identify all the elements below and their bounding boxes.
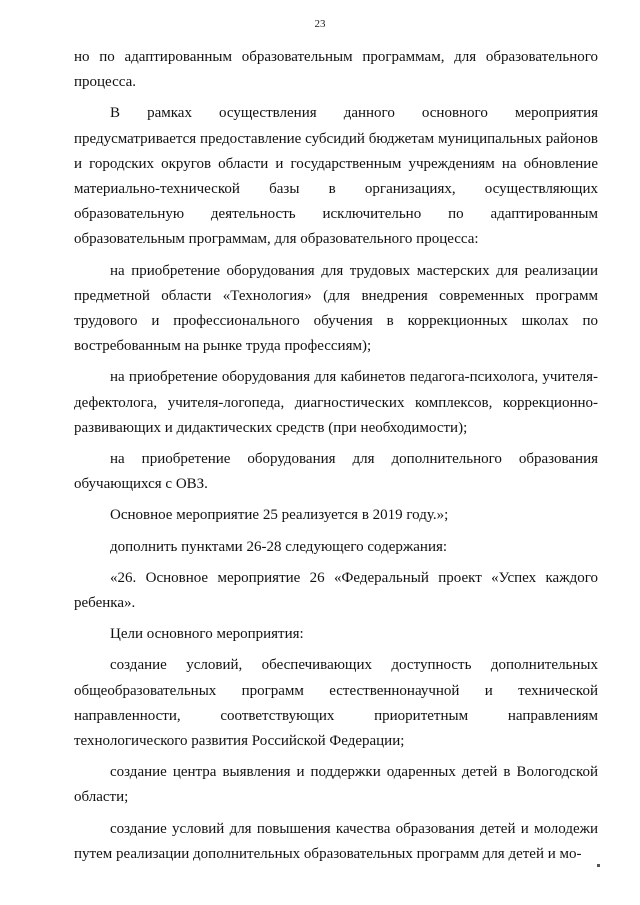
paragraph-subsidies-intro: В рамках осуществления данного основного мероприятия предусматривается предоставление субсидий бюджетам муниципальных районов и городских округов области и государственным учреждениям на обновление материально-технической базы в организациях, осуществляющих образовательную деятельность исключительно по адаптированным образовательным программам, для образовательного процесса: xyxy=(74,105,598,248)
paragraph-continuation: но по адаптированным образовательным программам, для образовательного процесса. xyxy=(74,49,598,91)
document-body xyxy=(74,45,598,867)
paragraph-goals-heading: Цели основного мероприятия: xyxy=(110,626,304,643)
scan-speck xyxy=(597,864,600,867)
paragraph-event-26-title: «26. Основное мероприятие 26 «Федеральный проект «Успех каждого ребенка». xyxy=(74,569,598,612)
paragraph-event-25-year: Основное мероприятие 25 реализуется в 2019 году.»; xyxy=(110,507,449,524)
paragraph-psychologist-equipment: на приобретение оборудования для кабинетов педагога-психолога, учителя-дефектолога, учителя-логопеда, диагностических комплексов, коррекционно-развивающих и дидактических средств (при необходимости); xyxy=(74,369,598,436)
paragraph-additional-education-equipment: на приобретение оборудования для дополнительного образования обучающихся с ОВЗ. xyxy=(74,451,598,493)
paragraph-goal-accessibility: создание условий, обеспечивающих доступность дополнительных общеобразовательных программ естественнонаучной и технической направленности, соответствующих приоритетным направлениям технологического развития Российской Федерации; xyxy=(74,657,598,750)
paragraph-goal-gifted-center: создание центра выявления и поддержки одаренных детей в Вологодской области; xyxy=(74,764,598,806)
paragraph-workshop-equipment: на приобретение оборудования для трудовых мастерских для реализации предметной области «Технология» (для внедрения современных программ трудового и профессионального обучения в коррекционных школах по востребованным на рынке труда профессиям); xyxy=(74,262,598,355)
paragraph-goal-quality: создание условий для повышения качества образования детей и молодежи путем реализации дополнительных образовательных программ для детей и мо- xyxy=(74,820,598,862)
paragraph-add-items: дополнить пунктами 26-28 следующего содержания: xyxy=(110,538,448,555)
page-number: 23 xyxy=(314,18,326,30)
